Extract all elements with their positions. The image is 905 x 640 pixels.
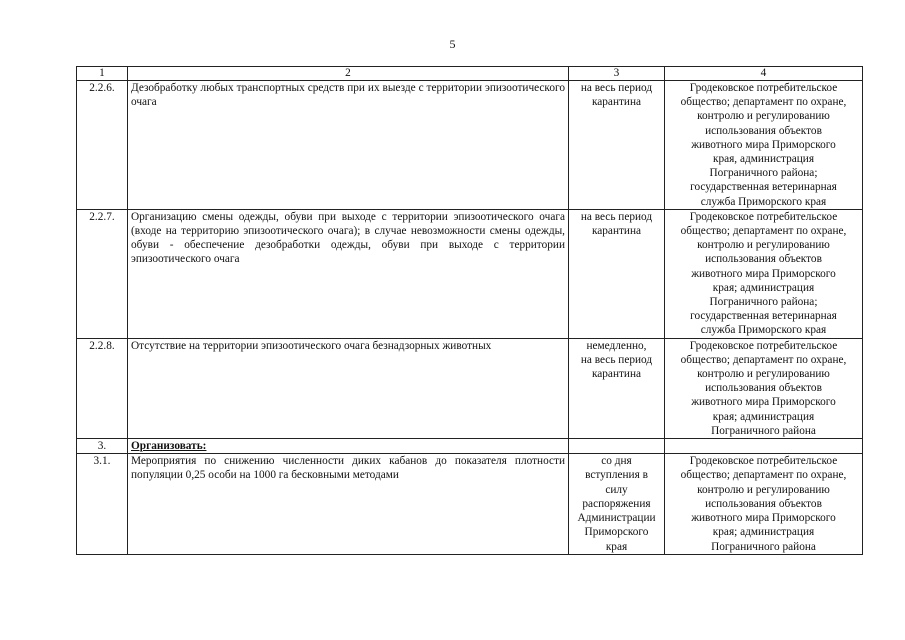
measures-table [76,66,863,555]
item-period [569,81,665,210]
responsible-line: общество; департамент по охране, [680,353,847,366]
responsible-line: Пограничного района [711,424,816,437]
period-line: Администрации [577,512,656,525]
responsible-line: Гродековское потребительское [689,455,838,468]
period-line: Приморского [584,526,649,539]
table-header-row [77,67,863,81]
column-header: 1 [77,67,128,81]
item-period [569,338,665,438]
responsible-line: использования объектов [705,253,822,266]
empty-cell [665,439,863,454]
responsible-line: общество; департамент по охране, [680,96,847,109]
period-line: силу [605,483,628,496]
responsible-line: края; администрация [712,410,815,423]
responsible-line: контролю и регулированию [697,483,830,496]
responsible-line: края; администрация [712,281,815,294]
responsible-line: края; администрация [712,526,815,539]
responsible-line: Гродековское потребительское [689,210,838,223]
period-line: на весь период [580,210,653,223]
table-row [77,81,863,210]
item-responsible [665,209,863,338]
table-row [77,209,863,338]
responsible-line: использования объектов [705,497,822,510]
item-period [569,454,665,554]
period-line: карантина [591,225,642,238]
responsible-line: животного мира Приморского [691,267,836,280]
responsible-line: государственная ветеринарная [690,310,837,323]
responsible-line: контролю и регулированию [697,368,830,381]
item-description: Отсутствие на территории эпизоотического очага безнадзорных животных [128,338,569,438]
item-description: Мероприятия по снижению численности диких кабанов до показателя плотности популяции 0,25 особи на 1000 га бесковными методами [128,454,569,554]
responsible-line: использования объектов [705,382,822,395]
period-line: на весь период [580,353,653,366]
responsible-line: государственная ветеринарная [690,181,837,194]
period-line: вступления в [585,469,648,482]
responsible-line: служба Приморского края [700,195,827,208]
item-number: 2.2.8. [77,338,128,438]
page-number: 5 [449,37,456,51]
item-number: 2.2.6. [77,81,128,210]
period-line: карантина [591,368,642,381]
period-line: со дня [601,455,632,468]
table-row [77,454,863,554]
empty-cell [569,439,665,454]
responsible-line: контролю и регулированию [697,110,830,123]
item-period [569,209,665,338]
responsible-line: края, администрация [712,153,815,166]
period-line: немедленно, [586,339,647,352]
period-line: распоряжения [582,497,651,510]
item-responsible [665,81,863,210]
section-number: 3. [77,439,128,454]
item-responsible [665,454,863,554]
period-line: края [605,540,628,553]
item-number: 3.1. [77,454,128,554]
responsible-line: животного мира Приморского [691,138,836,151]
responsible-line: животного мира Приморского [691,396,836,409]
responsible-line: служба Приморского края [700,324,827,337]
period-line: карантина [591,96,642,109]
responsible-line: Пограничного района; [709,296,818,309]
column-header: 4 [665,67,863,81]
responsible-line: Гродековское потребительское [689,82,838,94]
period-line: на весь период [580,82,653,94]
responsible-line: контролю и регулированию [697,239,830,252]
responsible-line: общество; департамент по охране, [680,469,847,482]
column-header: 3 [569,67,665,81]
table-row [77,338,863,438]
item-description: Организацию смены одежды, обуви при выходе с территории эпизоотического очага (входе на территорию эпизоотического очага); в случае невозможности смены одежды, обуви - обеспечение дезобработки одежды, обуви при выходе с территории эпизоотического очага [128,209,569,338]
responsible-line: общество; департамент по охране, [680,225,847,238]
item-number: 2.2.7. [77,209,128,338]
responsible-line: Гродековское потребительское [689,339,838,352]
responsible-line: Пограничного района [711,540,816,553]
responsible-line: использования объектов [705,124,822,137]
section-row [77,439,863,454]
responsible-line: Пограничного района; [709,167,818,180]
section-title: Организовать: [128,439,569,454]
column-header: 2 [128,67,569,81]
item-responsible [665,338,863,438]
item-description: Дезобработку любых транспортных средств при их выезде с территории эпизоотического очага [128,81,569,210]
responsible-line: животного мира Приморского [691,512,836,525]
